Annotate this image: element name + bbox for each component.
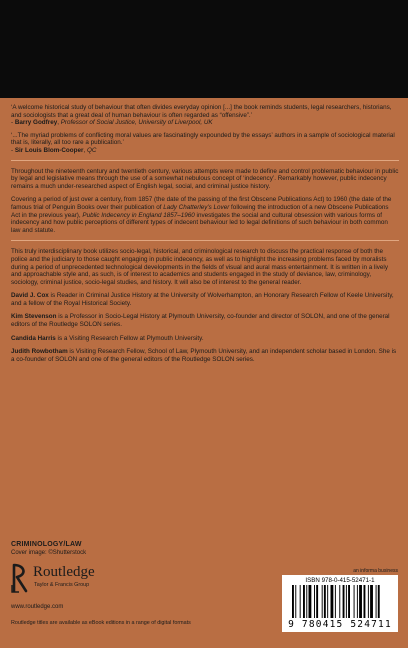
barcode-bar xyxy=(368,585,369,618)
isbn-digits: 9 780415 524711 xyxy=(288,619,392,630)
author-bio-text: is Reader in Criminal Justice History at the University of Wolverhampton, an Honorary Research Fellow of Keele University, and a fellow of the Royal Historical Society. xyxy=(11,292,394,307)
quote-text: ‘...The myriad problems of conflicting moral values are fascinatingly expounded by the essays’ authors in a sample of sociological material that is, literally, all too rare a publication.’ xyxy=(11,131,395,147)
barcode-bar xyxy=(339,585,340,618)
quote-author: Sir Louis Blom-Cooper xyxy=(14,146,84,154)
informa-business: an informa business xyxy=(353,568,398,574)
author-bio-text: is a Visiting Research Fellow at Plymouth University. xyxy=(55,334,204,342)
publisher-tagline: Taylor & Francis Group xyxy=(34,582,90,588)
barcode-bar xyxy=(370,585,373,618)
review-quote-1 xyxy=(11,104,399,127)
barcode-bar xyxy=(309,585,312,618)
barcode-bar xyxy=(322,585,323,618)
description-paragraph-2 xyxy=(11,196,399,234)
author-name: Candida Harris xyxy=(11,334,56,342)
quote-author: Barry Godfrey xyxy=(14,119,58,127)
barcode-bar xyxy=(357,585,358,618)
publisher-logo xyxy=(11,563,191,597)
barcode-bar xyxy=(314,585,315,618)
author-bio xyxy=(11,292,399,307)
barcode-bar xyxy=(343,585,345,618)
isbn-label: ISBN 978-0-415-52471-1 xyxy=(305,577,375,584)
barcode-bar xyxy=(331,585,334,618)
desc-text: following the introduction of a new Obscene Publications Act in the previous year), xyxy=(11,203,389,219)
barcode-bar xyxy=(364,585,366,618)
quote-text: ‘A welcome historical study of behaviour that often divides everyday opinion [...] the book reminds students, legal researchers, historians, and sociologists that a great deal of human behaviour is often regarded as “offensive”.’ xyxy=(11,104,392,119)
barcode-bar xyxy=(348,585,350,618)
cover-image-credit: Cover image: ©Shutterstock xyxy=(11,550,87,556)
author-bio xyxy=(11,313,399,328)
barcode-bar xyxy=(327,585,328,618)
divider xyxy=(11,240,399,241)
divider xyxy=(11,160,399,161)
author-name: Judith Rowbotham xyxy=(11,348,68,356)
review-quote-2 xyxy=(11,132,399,155)
author-name: Kim Stevenson xyxy=(11,313,57,321)
routledge-r-icon xyxy=(11,563,29,593)
desc-text: investigates the social and cultural obsession with various forms of indecency and how public perceptions of different types of indecent behaviour led to legal definitions of such behaviour in both common law and statute. xyxy=(11,211,388,234)
ebook-note: Routledge titles are available as eBook editions in a range of digital formats xyxy=(11,620,191,626)
subject-category: CRIMINOLOGY/LAW xyxy=(11,541,82,548)
barcode-bar xyxy=(316,585,318,618)
barcode-bar xyxy=(324,585,326,618)
desc-text: Covering a period of just over a century, from 1857 (the date of the passing of the first Obscene Publications Act) to 1960 (the date of the famous trial of Penguin Books over their publication of xyxy=(11,196,392,211)
author-name: David J. Cox xyxy=(11,292,49,300)
barcode-bar xyxy=(292,585,294,618)
barcode-bar xyxy=(300,585,301,618)
quote-affiliation: QC xyxy=(86,146,97,154)
quote-attribution: - Sir Louis Blom-Cooper, QC xyxy=(11,146,97,154)
barcode-bar xyxy=(335,585,336,618)
barcode-bar xyxy=(306,585,307,618)
author-bio xyxy=(11,335,399,343)
barcode-bar xyxy=(354,585,355,618)
barcode-bar xyxy=(376,585,377,618)
description-paragraph-1: Throughout the nineteenth century and twentieth century, various attempts were made to define and control problematic behaviour in public by legal and legislative means through the use of a somewhat nebulous concept of ‘indecency’. Remarkably however, public indecency remains a much under-researched aspect of English legal, social, and criminal justice history. xyxy=(11,167,399,190)
publisher-name: Routledge xyxy=(33,564,95,580)
barcode-bar xyxy=(346,585,347,618)
barcode-bar xyxy=(359,585,362,618)
author-bio xyxy=(11,348,399,363)
back-cover-text xyxy=(11,104,399,369)
barcode-bar xyxy=(295,585,296,618)
description-paragraph-3: This truly interdisciplinary book utilizes socio-legal, historical, and criminological research to discuss the practical response of both the police and the judiciary to those caught engaging in public indecency, as well as to highlight the increasing problems faced by moralists during a period of unprecedented technological developments in the fields of visual and aural mass entertainment. It is written in a lively and approachable style and, as such, is of interest to academics and students engaged in the study of deviance, law, criminology, sociology, criminal justice, socio-legal studies, and history. It will also be of interest to the general reader. xyxy=(11,248,388,286)
author-bio-text: is Visiting Research Fellow, School of Law, Plymouth University, and an independent scholar based in London. She is a co-founder of SOLON and one of the general editors of the Routledge SOLON series. xyxy=(11,348,397,363)
isbn-barcode xyxy=(282,575,398,632)
book-title-public-indecency: Public Indecency in England 1857–1960 xyxy=(82,211,195,219)
cover-top-band xyxy=(0,0,408,98)
publisher-website: www.routledge.com xyxy=(11,604,64,610)
author-bio-text: is a Professor in Socio-Legal History at Plymouth University, co-founder and director of SOLON, and one of the general editors of the Routledge SOLON series. xyxy=(11,313,390,329)
book-title-lady-chatterley: Lady Chatterley’s Lover xyxy=(163,203,230,211)
barcode-bars xyxy=(292,585,392,622)
quote-attribution: - Barry Godfrey, Professor of Social Justice, University of Liverpool, UK xyxy=(11,119,213,127)
barcode-bar xyxy=(378,585,380,618)
barcode-bar xyxy=(303,585,305,618)
quote-affiliation: Professor of Social Justice, University of Liverpool, UK xyxy=(60,119,213,127)
